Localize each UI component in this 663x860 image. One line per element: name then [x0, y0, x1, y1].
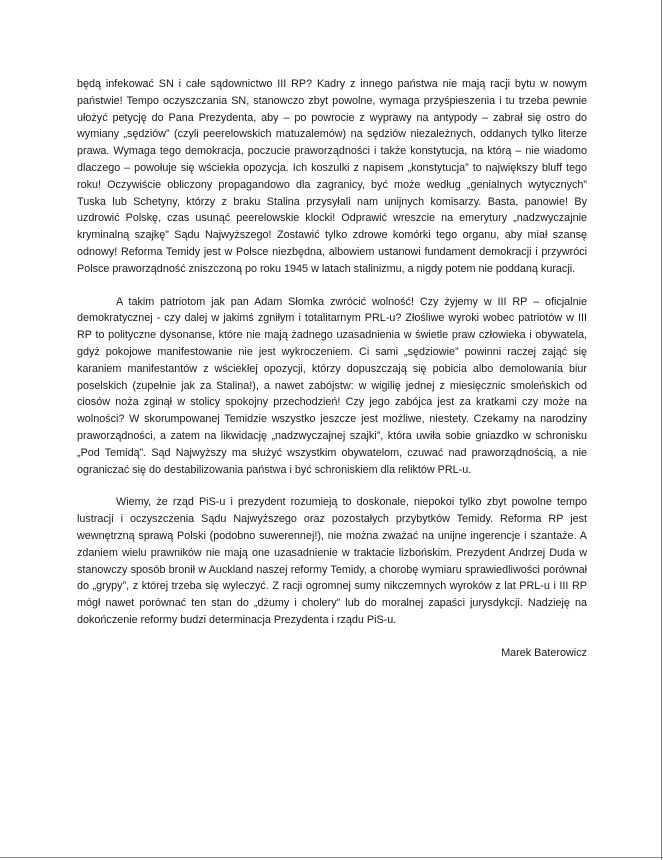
author-signature: Marek Baterowicz: [501, 646, 587, 659]
paragraph-1: będą infekować SN i całe sądownictwo III RP? Kadry z innego państwa nie mają racji bytu w nowym państwie! Tempo oczyszczania SN, stanowczo zbyt powolne, wymaga przyśpieszenia i tu trzeba pewnie ułożyć petycję do Pana Prezydenta, aby – po powrocie z wyprawy na antypody – zabrał się ostro do wymiany „sędziów” (czyli peerelowskich matuzalemów) na sędziów niezależnych, oddanych tylko literze prawa. Wymaga tego demokracja, poczucie praworządności i także konstytucja, na którą – nie wiadomo dlaczego – powołuje się wściekła opozycja. Ich koszulki z napisem „konstytucja” to największy bluff tego roku! Oczywiście obliczony propagandowo dla zagranicy, być może według „genialnych wytycznych” Tuska lub Schetyny, którzy z braku Stalina przysyłali nam unijnych komisarzy. Basta, panowie! By uzdrowić Polskę, czas usunąć peerelowskie klocki! Odprawić wreszcie na emerytury „nadzwyczajnie kryminalną szajkę” Sądu Najwyższego! Zostawić tylko zdrowe komórki tego organu, aby miał szansę odnowy! Reforma Temidy jest w Polsce niezbędna, albowiem ustanowi fundament demokracji i przywróci Polsce praworządność zniszczoną po roku 1945 w latach stalinizmu, a nigdy potem nie poddaną kuracji.: [77, 78, 587, 275]
paragraph-3: Wiemy, że rząd PiS-u i prezydent rozumieją to doskonale, niepokoi tylko zbyt powolne tempo lustracji i oczyszczenia Sądu Najwyższego oraz pozostałych przybytków Temidy. Reforma RP jest wewnętrzną sprawą Polski (podobno suwerennej!), nie można zważać na unijne ingerencje i szantaże. A zdaniem wielu prawników nie mają one uzasadnienie w traktacie lizbońskim. Prezydent Andrzej Duda w stanowczy sposób bronił w Auckland naszej reformy Temidy, a chorobę wymiaru sprawiedliwości porównał do „grypy”, z której trzeba się wyleczyć. Z racji ogromnej sumy nikczemnych wyroków z lat PRL-u i III RP mógł nawet porównać ten stan do „dżumy i cholery” lub do moralnej zapaści jurysdykcji. Nadzieję na dokończenie reformy budzi determinacja Prezydenta i rządu PiS-u.: [77, 496, 587, 626]
document-body: [77, 76, 587, 662]
page-right-edge: [661, 0, 662, 860]
paragraph-2: A takim patriotom jak pan Adam Słomka zwrócić wolność! Czy żyjemy w III RP – oficjalnie demokratycznej - czy dalej w jakimś zgniłym i totalitarnym PRL-u? Złośliwe wyroki wobec patriotów w III RP to polityczne dysonanse, które nie mają żadnego uzasadnienia w świetle praw człowieka i obywatela, gdyż pokojowe manifestowanie nie jest wykroczeniem. Ci sami „sędziowie” powinni raczej zająć się karaniem manifestantów z wściekłej opozycji, którzy dopuszczają się pobicia albo demolowania biur poselskich (zupełnie jak za Stalina!), a nawet zabójstw: w wigilię jednej z miesięcznic smoleńskich od ciosów noża zginął w stolicy spokojny przechodzień! Czy jego zabójca jest za kratkami czy może na wolności? W skorumpowanej Temidzie wszystko jeszcze jest możliwe, niestety. Czekamy na narodziny praworządności, a zatem na likwidację „nadzwyczajnej szajki”, która uwiła sobie gniazdko w schronisku „Pod Temidą”. Sąd Najwyższy ma służyć wszystkim obywatelom, czuwać nad praworządnością, a nie ograniczać się do destabilizowania państwa i być schroniskiem dla reliktów PRL-u.: [77, 295, 587, 476]
page-bottom-edge: [0, 857, 663, 858]
